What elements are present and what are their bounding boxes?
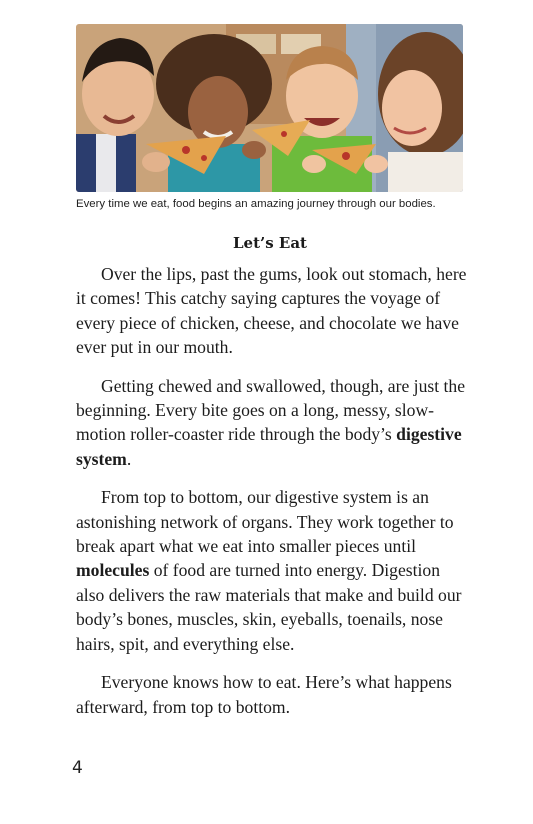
page-number: 4: [72, 758, 83, 778]
paragraph-1: Over the lips, past the gums, look out stomach, here it comes! This catchy saying captures the voyage of every piece of chicken, cheese, and chocolate we have ever put in our mouth.: [76, 264, 467, 358]
photo-caption: Every time we eat, food begins an amazing journey through our bodies.: [76, 198, 436, 210]
children-eating-pizza-photo: [76, 24, 463, 192]
paragraph-2-end: .: [126, 448, 132, 469]
term-molecules: molecules: [76, 560, 150, 581]
paragraph-2-text: Getting chewed and swallowed, though, are just the beginning. Every bite goes on a long, messy, slow-motion roller-coaster ride through the body’s: [76, 375, 465, 445]
body-text: [76, 262, 471, 733]
section-heading: Let’s Eat: [233, 234, 307, 252]
paragraph-4: Everyone knows how to eat. Here’s what happens afterward, from top to bottom.: [76, 672, 452, 717]
paragraph-3-end: of food are turned into energy. Digestion also delivers the raw materials that make and build our body’s bones, muscles, skin, eyeballs, toenails, nose hairs, spit, and everything else.: [76, 560, 462, 654]
paragraph-3: [76, 485, 471, 656]
paragraph-2: [76, 374, 471, 472]
paragraph-3-text: From top to bottom, our digestive system is an astonishing network of organs. They work together to break apart what we eat into smaller pieces until: [76, 487, 454, 557]
term-digestive-system: digestive system: [76, 424, 462, 469]
